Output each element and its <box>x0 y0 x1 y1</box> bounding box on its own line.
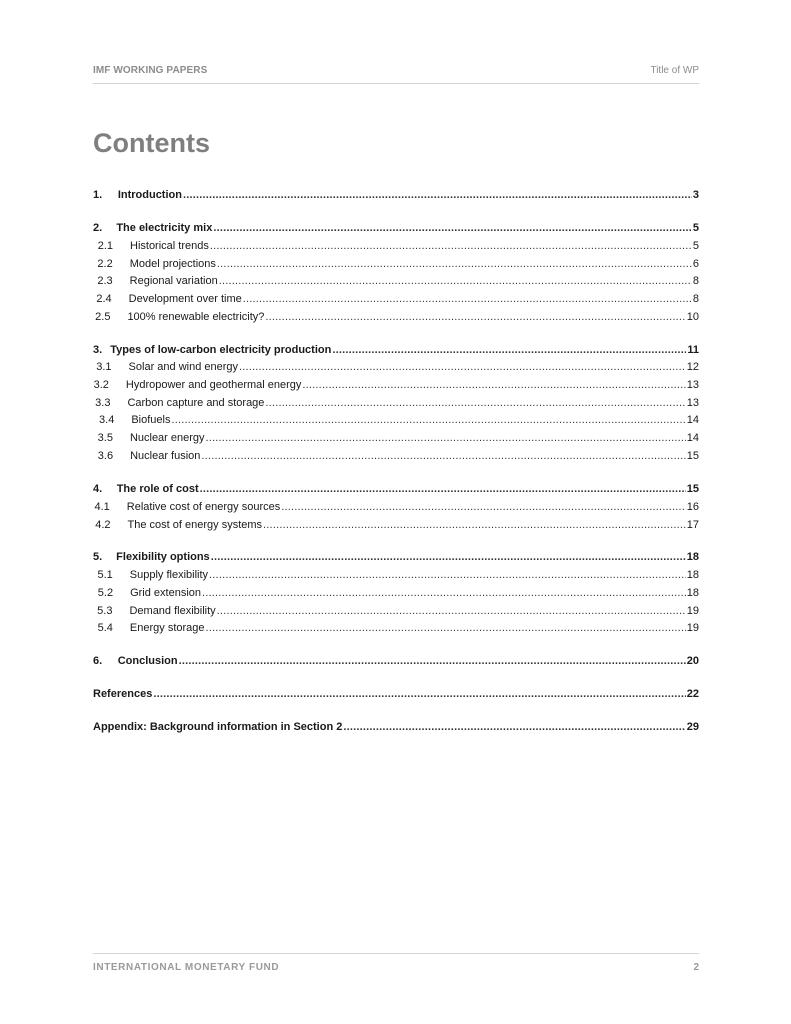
toc-entry[interactable] <box>93 429 699 445</box>
toc-entry[interactable] <box>93 718 699 734</box>
toc-entry[interactable] <box>93 186 699 202</box>
toc-entry-number: 3.4 <box>99 414 115 426</box>
toc-dot-leader <box>239 360 686 374</box>
toc-entry-label: Flexibility options <box>116 551 210 563</box>
toc-entry-label: Supply flexibility <box>129 569 209 581</box>
toc-entry-label: Introduction <box>117 189 182 201</box>
toc-dot-leader <box>206 621 686 635</box>
header-series-name: IMF WORKING PAPERS <box>93 65 208 76</box>
toc-entry-label: The role of cost <box>116 483 199 495</box>
toc-entry-label: Development over time <box>128 293 242 305</box>
toc-entry-label: Nuclear fusion <box>130 450 201 462</box>
toc-entry-number: 2.3 <box>97 275 113 287</box>
toc-entry-label: Biofuels <box>131 414 171 426</box>
toc-entry-number: 3.6 <box>97 450 114 462</box>
toc-entry-number: 4. <box>93 483 103 495</box>
toc-entry-page: 17 <box>686 519 699 531</box>
toc-entry-number: 3.2 <box>93 379 109 391</box>
toc-entry-number: 5.1 <box>97 569 113 581</box>
toc-entry-page: 15 <box>686 450 699 462</box>
toc-dot-leader <box>153 687 685 701</box>
toc-entry[interactable] <box>93 652 699 668</box>
toc-dot-leader <box>206 431 686 445</box>
toc-entry-number: 2.1 <box>97 240 113 252</box>
toc-entry-number: 4.1 <box>94 501 110 513</box>
toc-entry-page: 14 <box>686 414 699 426</box>
toc-entry-label: Carbon capture and storage <box>127 397 265 409</box>
toc-dot-leader <box>213 221 692 235</box>
toc-dot-leader <box>332 343 686 357</box>
toc-entry-label: References <box>93 688 153 700</box>
toc-entry-page: 13 <box>686 397 699 409</box>
toc-entry-label: Regional variation <box>129 275 218 287</box>
toc-entry-label: Historical trends <box>130 240 209 252</box>
toc-dot-leader <box>210 239 692 253</box>
toc-entry-number: 6. <box>93 655 103 667</box>
toc-entry-label: Nuclear energy <box>129 432 205 444</box>
toc-entry-page: 8 <box>692 275 699 287</box>
toc-entry-number: 2.4 <box>96 293 112 305</box>
toc-entry-label: Appendix: Background information in Section 2 <box>93 721 343 733</box>
toc-entry-page: 29 <box>686 721 699 733</box>
toc-entry-number: 3.5 <box>97 432 113 444</box>
toc-entry[interactable] <box>93 341 699 357</box>
toc-entry-label: The electricity mix <box>116 222 213 234</box>
toc-entry-page: 14 <box>686 432 699 444</box>
footer-organization: INTERNATIONAL MONETARY FUND <box>93 962 280 973</box>
toc-entry-number: 5.2 <box>97 587 114 599</box>
toc-entry-label: Energy storage <box>129 622 205 634</box>
toc-entry-number: 3. <box>93 344 103 356</box>
toc-entry-page: 16 <box>686 501 699 513</box>
toc-dot-leader <box>217 257 692 271</box>
toc-entry-label: 100% renewable electricity? <box>127 311 265 323</box>
toc-entry-page: 13 <box>686 379 699 391</box>
toc-dot-leader <box>263 518 686 532</box>
toc-entry-page: 20 <box>686 655 699 667</box>
toc-entry[interactable] <box>93 685 699 701</box>
toc-dot-leader <box>265 396 685 410</box>
toc-entry-number: 1. <box>93 189 103 201</box>
toc-entry[interactable] <box>93 602 699 618</box>
toc-entry[interactable] <box>93 584 699 600</box>
toc-entry-page: 10 <box>686 311 699 323</box>
toc-entry-page: 18 <box>686 551 699 563</box>
toc-dot-leader <box>209 568 686 582</box>
page-header <box>93 65 699 84</box>
toc-entry-number: 4.2 <box>95 519 111 531</box>
page-title: Contents <box>93 128 210 158</box>
toc-entry-label: Types of low-carbon electricity production <box>110 344 332 356</box>
toc-entry[interactable] <box>93 566 699 582</box>
toc-entry-page: 22 <box>686 688 699 700</box>
toc-entry[interactable] <box>93 358 699 374</box>
toc-entry[interactable] <box>93 376 699 392</box>
toc-dot-leader <box>217 604 686 618</box>
toc-entry-page: 19 <box>686 605 699 617</box>
toc-entry-page: 5 <box>692 240 699 252</box>
toc-entry-page: 5 <box>692 222 699 234</box>
toc-entry[interactable] <box>93 394 699 410</box>
toc-dot-leader <box>265 310 685 324</box>
toc-entry-number: 5.3 <box>97 605 113 617</box>
toc-entry-number: 5.4 <box>97 622 113 634</box>
toc-entry[interactable] <box>93 272 699 288</box>
toc-entry[interactable] <box>93 255 699 271</box>
toc-dot-leader <box>183 188 692 202</box>
toc-entry-page: 6 <box>692 258 699 270</box>
toc-entry-page: 8 <box>692 293 699 305</box>
toc-entry-label: Relative cost of energy sources <box>126 501 281 513</box>
toc-entry-page: 12 <box>686 361 699 373</box>
toc-entry-number: 2. <box>93 222 103 234</box>
toc-entry-number: 2.2 <box>97 258 113 270</box>
toc-entry[interactable] <box>93 548 699 564</box>
toc-entry[interactable] <box>93 290 699 306</box>
toc-dot-leader <box>211 550 686 564</box>
toc-entry-page: 3 <box>692 189 699 201</box>
toc-entry[interactable] <box>93 516 699 532</box>
toc-entry-label: The cost of energy systems <box>127 519 263 531</box>
toc-entry[interactable] <box>93 447 699 463</box>
toc-entry-label: Solar and wind energy <box>128 361 239 373</box>
toc-entry-page: 18 <box>686 569 699 581</box>
toc-entry-page: 11 <box>687 344 699 356</box>
toc-entry-label: Model projections <box>129 258 216 270</box>
header-paper-title: Title of WP <box>650 65 699 76</box>
page-footer <box>93 953 699 974</box>
toc-entry[interactable] <box>93 498 699 514</box>
toc-entry-number: 2.5 <box>95 311 111 323</box>
toc-dot-leader <box>202 586 686 600</box>
toc-entry[interactable] <box>93 308 699 324</box>
toc-entry-label: Conclusion <box>117 655 178 667</box>
toc-dot-leader <box>343 720 685 734</box>
toc-dot-leader <box>201 449 685 463</box>
toc-entry-number: 5. <box>93 551 103 563</box>
toc-entry-page: 18 <box>686 587 699 599</box>
toc-dot-leader <box>179 654 686 668</box>
toc-dot-leader <box>243 292 692 306</box>
toc-dot-leader <box>171 413 685 427</box>
toc-entry-label: Demand flexibility <box>129 605 216 617</box>
toc-dot-leader <box>281 500 686 514</box>
toc-dot-leader <box>302 378 685 392</box>
toc-entry[interactable] <box>93 480 699 496</box>
toc-entry-page: 19 <box>686 622 699 634</box>
toc-entry-page: 15 <box>686 483 699 495</box>
toc-dot-leader <box>219 274 692 288</box>
toc-entry-label: Grid extension <box>130 587 202 599</box>
toc-entry-label: Hydropower and geothermal energy <box>125 379 302 391</box>
toc-entry-number: 3.3 <box>95 397 111 409</box>
toc-entry-number: 3.1 <box>96 361 112 373</box>
toc-dot-leader <box>200 482 686 496</box>
footer-page-number: 2 <box>693 962 699 973</box>
toc-entry[interactable] <box>93 219 699 235</box>
toc-entry[interactable] <box>93 619 699 635</box>
toc-entry[interactable] <box>93 237 699 253</box>
toc-entry[interactable] <box>93 411 699 427</box>
